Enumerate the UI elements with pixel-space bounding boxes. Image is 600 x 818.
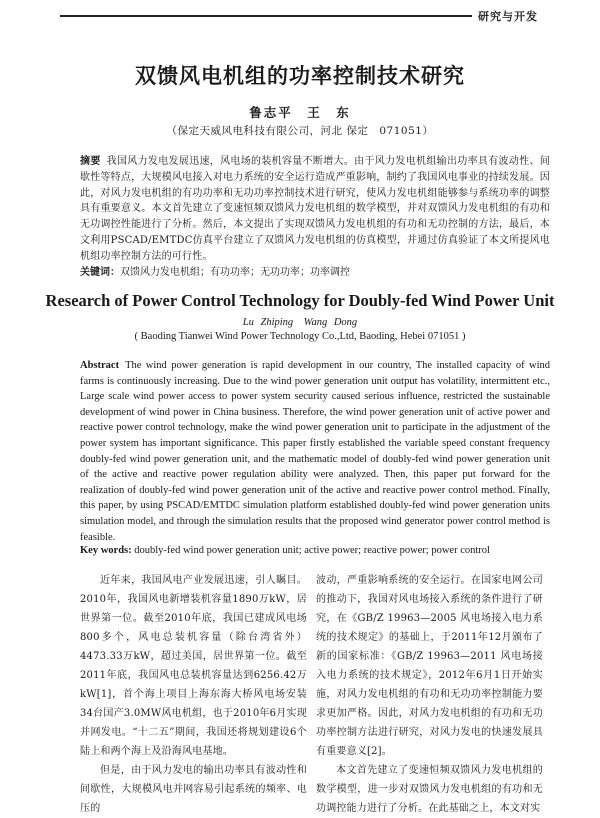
abstract-cn-text: 我国风力发电发展迅速，风电场的装机容量不断增大。由于风力发电机组输出功率具有波动性、间歇性等特点，大规模风电接入对电力系统的安全运行造成严重影响，制约了我国风电事业的持续发展。因此，对风力发电机组的有功功率和无功功率控制技术进行研究，使风力发电机组能够参与系统功率的调整具有重要意义。本文首先建立了变速恒频双馈风力发电机组的数学模型，并对双馈风力发电机组的有功和无功调控性能进行了分析。然后，本文提出了实现双馈风力发电机组的有功和无功控制的方法，最后，本文利用PSCAD/EMTDC仿真平台建立了双馈风力发电机组的仿真模型，并通过仿真验证了本文所提风电机组功率控制方法的可行性。 xyxy=(80,156,550,262)
body-column-left xyxy=(80,571,307,818)
journal-header xyxy=(60,8,538,24)
abstract-en xyxy=(80,358,550,545)
paper-title-cn: 双馈风电机组的功率控制技术研究 xyxy=(135,64,465,88)
abstract-en-text: The wind power generation is rapid development in our country, The installed capacity of wind farms is continuously increasing. Due to the wind power generation unit output has volatility, intermittent etc., Large scale wind power access to power system security caused serious influence, restricted the sustainable development of wind power in China business. Therefore, the wind power generation unit of active power and reactive power control technology, make the wind power generation unit to participate in the adjustment of the power system has important significance. This paper firstly established the variable speed constant frequency doubly-fed wind power generation unit, and the mathematic model of doubly-fed wind power generation unit of the active and reactive power regulation ability were analyzed. Then, this paper put forward for the realization of doubly-fed wind power generation unit of the active and reactive power control method. Finally, this paper, by using PSCAD/EMTDC simulation platform established doubly-fed wind power generation units simulation model, and through the simulation results that the proposed wind generator power control method is feasible. xyxy=(80,360,550,543)
affiliation-en: ( Baoding Tianwei Wind Power Technology Co.,Ltd, Baoding, Hebei 071051 ) xyxy=(134,331,466,342)
keywords-en-label: Key words: xyxy=(80,545,132,556)
paper-title-en: Research of Power Control Technology for Doubly-fed Wind Power Unit xyxy=(45,291,555,310)
body-paragraph: 但是，由于风力发电的输出功率具有波动性和间歇性，大规模风电并网容易引起系统的频率、电压的 xyxy=(80,765,307,814)
authors-en: Lu Zhiping Wang Dong xyxy=(242,317,358,328)
header-rule xyxy=(60,15,472,17)
abstract-cn xyxy=(80,154,550,265)
abstract-en-label: Abstract xyxy=(80,360,120,371)
affiliation-cn: （保定天威风电科技有限公司，河北 保定 071051） xyxy=(166,125,434,137)
section-label: 研究与开发 xyxy=(478,10,538,23)
keywords-cn-text: 双馈风力发电机组；有功功率；无功功率；功率调控 xyxy=(120,267,350,278)
keywords-cn xyxy=(80,266,550,280)
abstract-cn-label: 摘要 xyxy=(80,156,101,167)
keywords-en xyxy=(80,544,550,558)
keywords-cn-label: 关键词： xyxy=(80,267,120,278)
body-column-right xyxy=(316,571,543,818)
keywords-en-text: doubly-fed wind power generation unit; active power; reactive power; power control xyxy=(134,545,490,556)
body-paragraph-continued: 波动，严重影响系统的安全运行。在国家电网公司的推动下，我国对风电场接入系统的条件进行了研究，在《GB/Z 19963—2005 风电场接入电力系统的技术规定》的基础上，于2011年12月颁布了新的国家标准：《GB/Z 19963—2011 风电场接入电力系统的技术规定》，2012年6月1日开始实施，对风力发电机组的有功和无功功率控制能力要求更加严格。因此，对风力发电机组的有功和无功功率控制方法进行研究，对风力发电的快速发展具有重要意义[2]。 xyxy=(316,575,543,757)
authors-cn: 鲁志平 王 东 xyxy=(249,105,351,120)
body-paragraph: 本文首先建立了变速恒频双馈风力发电机组的数学模型，进一步对双馈风力发电机组的有功和无功调控能力进行了分析。在此基础之上，本文对实 xyxy=(316,765,543,814)
body-paragraph: 近年来，我国风电产业发展迅速，引人瞩目。2010年，我国风电新增装机容量1890万kW，居世界第一位。截至2010年底，我国已建成风电场800多个，风电总装机容量（除台湾省外）4473.33万kW，超过美国，居世界第一位。截至2011年底，我国风电总装机容量达到6256.42万kW[1]，首个海上项目上海东海大桥风电场安装34台国产3.0MW风电机组，也于2010年6月实现并网发电。“十二五”期间，我国还将规划建设6个陆上和两个海上及沿海风电基地。 xyxy=(80,575,307,757)
